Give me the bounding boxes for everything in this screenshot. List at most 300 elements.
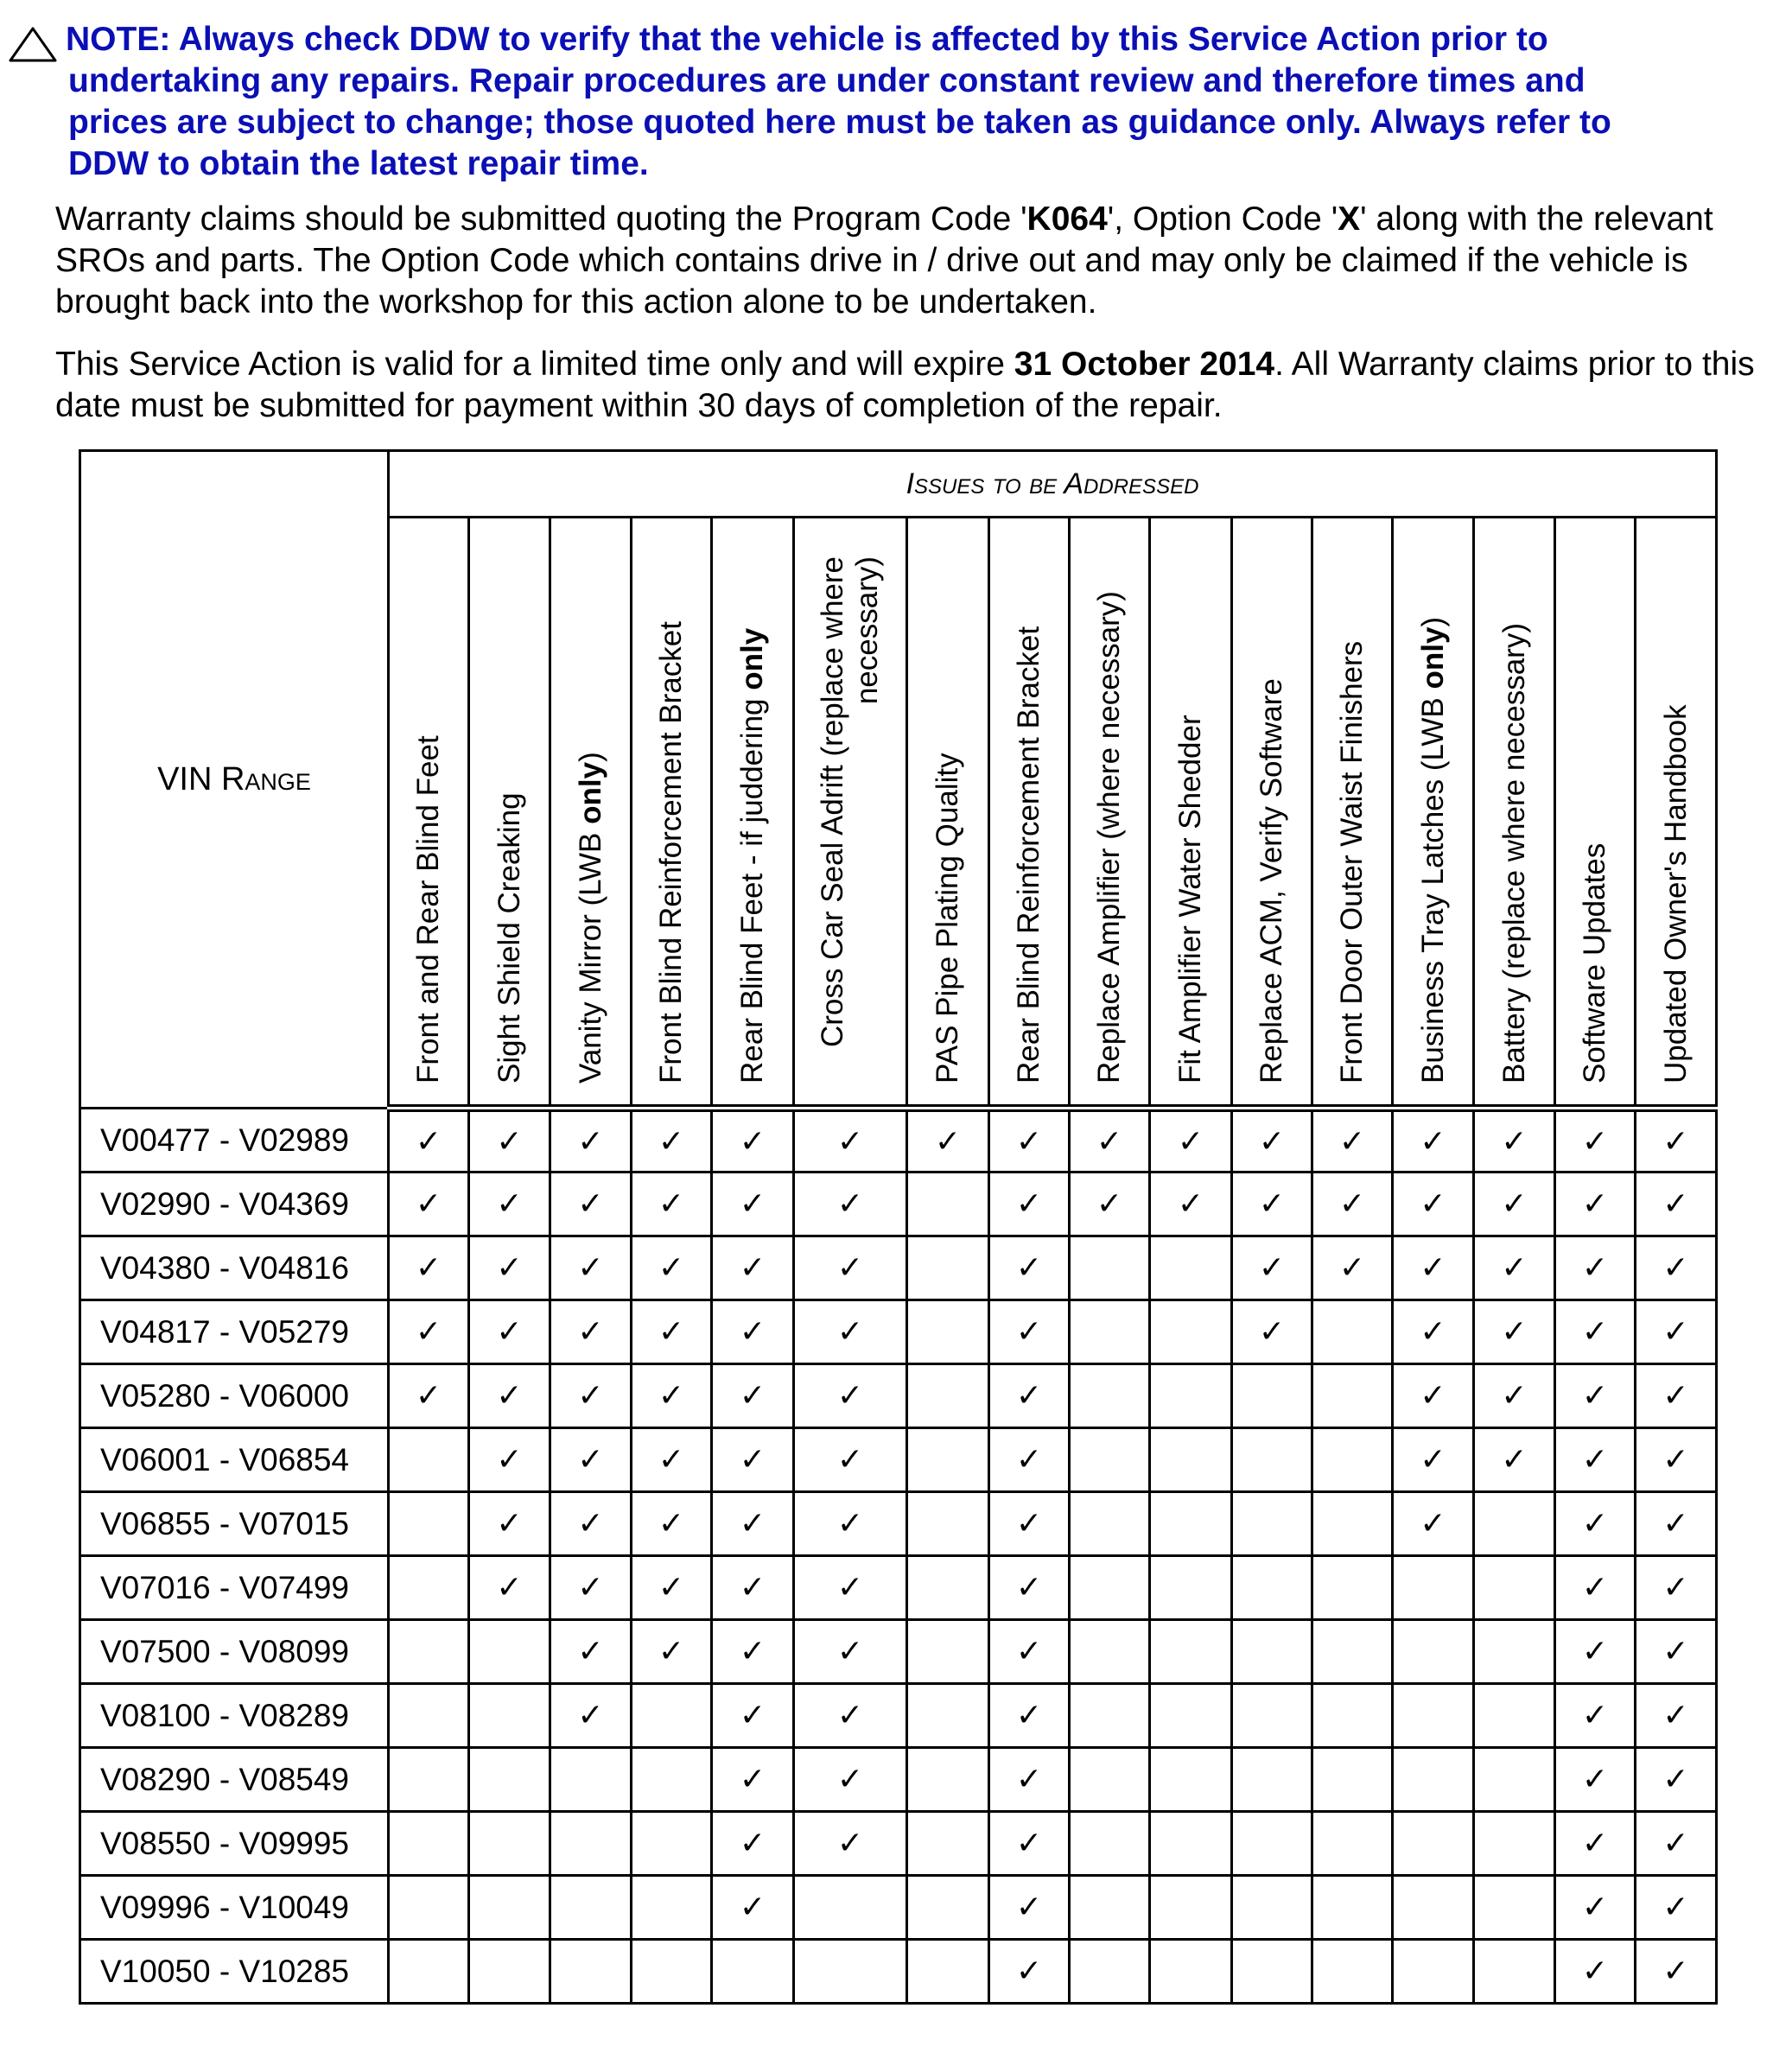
check-cell [469, 1492, 550, 1556]
program-code: K064 [1026, 200, 1108, 238]
check-cell [1150, 1748, 1232, 1812]
check-cell [794, 1172, 907, 1236]
checkmark-icon: ✓ [415, 1378, 442, 1414]
check-cell [1070, 1940, 1150, 2004]
note-text [66, 19, 1785, 185]
check-cell [469, 1109, 550, 1172]
check-cell [907, 1300, 989, 1364]
check-cell [550, 1556, 632, 1620]
label-text: PAS Pipe Plating Quality [931, 753, 964, 1084]
checkmark-icon: ✓ [1015, 1890, 1043, 1925]
check-cell [1636, 1620, 1717, 1684]
checkmark-icon: ✓ [577, 1570, 604, 1605]
vin-range-cell: V07016 - V07499 [80, 1556, 389, 1620]
checkmark-icon: ✓ [496, 1442, 523, 1478]
label-text: Cross Car Seal Adrift (replace where necessary) [816, 556, 884, 1047]
check-cell [1393, 1300, 1474, 1364]
check-cell [1474, 1684, 1555, 1748]
vin-range-cell: V02990 - V04369 [80, 1172, 389, 1236]
check-cell [1312, 1492, 1393, 1556]
checkmark-icon: ✓ [496, 1378, 523, 1414]
checkmark-icon: ✓ [1420, 1442, 1446, 1478]
vin-range-cell: V04817 - V05279 [80, 1300, 389, 1364]
checkmark-icon: ✓ [1662, 1506, 1689, 1541]
check-cell [1636, 1492, 1717, 1556]
check-cell [989, 1428, 1070, 1492]
check-cell [712, 1172, 794, 1236]
check-cell [1393, 1684, 1474, 1748]
column-header [1312, 518, 1393, 1109]
check-cell [1150, 1556, 1232, 1620]
check-cell [989, 1620, 1070, 1684]
check-cell [989, 1300, 1070, 1364]
checkmark-icon: ✓ [739, 1250, 766, 1286]
check-cell [1312, 1109, 1393, 1172]
check-cell [712, 1492, 794, 1556]
column-header [1474, 518, 1555, 1109]
checkmark-icon: ✓ [415, 1314, 442, 1350]
check-cell [1150, 1684, 1232, 1748]
vin-range-cell: V04380 - V04816 [80, 1236, 389, 1300]
check-cell [907, 1684, 989, 1748]
check-cell [989, 1940, 1070, 2004]
check-cell [989, 1556, 1070, 1620]
text-segment: ', Option Code ' [1107, 200, 1338, 238]
vin-range-cell: V08100 - V08289 [80, 1684, 389, 1748]
check-cell [712, 1876, 794, 1940]
check-cell [1232, 1748, 1312, 1812]
column-header [794, 518, 907, 1109]
check-cell [1232, 1812, 1312, 1876]
check-cell [989, 1492, 1070, 1556]
check-cell [1070, 1876, 1150, 1940]
table-row [80, 1492, 1717, 1556]
check-cell [1150, 1109, 1232, 1172]
column-header-label [492, 792, 527, 1084]
checkmark-icon: ✓ [577, 1442, 604, 1478]
checkmark-icon: ✓ [496, 1186, 523, 1222]
check-cell [389, 1620, 469, 1684]
check-cell [1636, 1556, 1717, 1620]
check-cell [632, 1876, 712, 1940]
check-cell [1474, 1492, 1555, 1556]
check-cell [389, 1876, 469, 1940]
checkmark-icon: ✓ [739, 1890, 766, 1925]
checkmark-icon: ✓ [658, 1250, 685, 1286]
checkmark-icon: ✓ [1501, 1250, 1528, 1286]
check-cell [389, 1940, 469, 2004]
checkmark-icon: ✓ [1420, 1506, 1446, 1541]
checkmark-icon: ✓ [1015, 1250, 1043, 1286]
checkmark-icon: ✓ [415, 1123, 442, 1160]
check-cell [712, 1748, 794, 1812]
expiry-date: 31 October 2014 [1014, 346, 1275, 383]
check-cell [1555, 1940, 1636, 2004]
checkmark-icon: ✓ [1581, 1442, 1609, 1478]
check-cell [794, 1556, 907, 1620]
check-cell [1636, 1300, 1717, 1364]
check-cell [1312, 1684, 1393, 1748]
label-text: Battery (replace where necessary) [1497, 623, 1531, 1084]
table-row [80, 1940, 1717, 2004]
check-cell [1636, 1172, 1717, 1236]
check-cell [1070, 1364, 1150, 1428]
label-text: Replace ACM, Verify Software [1255, 678, 1288, 1084]
vin-range-cell: V00477 - V02989 [80, 1109, 389, 1172]
checkmark-icon: ✓ [1581, 1890, 1609, 1925]
column-header [1636, 518, 1717, 1109]
checkmark-icon: ✓ [1662, 1634, 1689, 1669]
checkmark-icon: ✓ [577, 1250, 604, 1286]
check-cell [907, 1620, 989, 1684]
checkmark-icon: ✓ [658, 1378, 685, 1414]
checkmark-icon: ✓ [1258, 1186, 1286, 1222]
check-cell [1070, 1748, 1150, 1812]
check-cell [712, 1300, 794, 1364]
checkmark-icon: ✓ [577, 1634, 604, 1669]
check-cell [1232, 1940, 1312, 2004]
checkmark-icon: ✓ [1662, 1314, 1689, 1350]
checkmark-icon: ✓ [496, 1506, 523, 1541]
checkmark-icon: ✓ [1662, 1186, 1689, 1222]
column-header [712, 518, 794, 1109]
table-row [80, 1556, 1717, 1620]
check-cell [1232, 1300, 1312, 1364]
checkmark-icon: ✓ [1662, 1698, 1689, 1733]
table-row [80, 1236, 1717, 1300]
label-suffix: ) [1415, 616, 1450, 627]
label-text: Front Blind Reinforcement Bracket [654, 621, 688, 1084]
check-cell [1393, 1109, 1474, 1172]
checkmark-icon: ✓ [1662, 1442, 1689, 1478]
check-cell [794, 1812, 907, 1876]
checkmark-icon: ✓ [739, 1442, 766, 1478]
checkmark-icon: ✓ [658, 1506, 685, 1541]
checkmark-icon: ✓ [1662, 1954, 1689, 1989]
checkmark-icon: ✓ [1581, 1314, 1609, 1350]
check-cell [1232, 1556, 1312, 1620]
column-header [550, 518, 632, 1109]
checkmark-icon: ✓ [836, 1570, 864, 1605]
check-cell [469, 1620, 550, 1684]
checkmark-icon: ✓ [836, 1826, 864, 1861]
checkmark-icon: ✓ [1581, 1634, 1609, 1669]
checkmark-icon: ✓ [1581, 1570, 1609, 1605]
check-cell [632, 1492, 712, 1556]
checkmark-icon: ✓ [658, 1123, 685, 1160]
warranty-paragraph [55, 199, 1792, 323]
check-cell [1474, 1364, 1555, 1428]
check-cell [712, 1109, 794, 1172]
check-cell [1636, 1428, 1717, 1492]
checkmark-icon: ✓ [1581, 1698, 1609, 1733]
column-header-label [1659, 704, 1694, 1084]
check-cell [1070, 1620, 1150, 1684]
checkmark-icon: ✓ [836, 1442, 864, 1478]
check-cell [1393, 1428, 1474, 1492]
check-cell [1150, 1236, 1232, 1300]
checkmark-icon: ✓ [1015, 1762, 1043, 1797]
vin-range-cell: V08550 - V09995 [80, 1812, 389, 1876]
check-cell [632, 1300, 712, 1364]
check-cell [1312, 1300, 1393, 1364]
check-cell [794, 1236, 907, 1300]
column-header [989, 518, 1070, 1109]
check-cell [794, 1300, 907, 1364]
column-header-label [574, 752, 608, 1084]
vin-range-cell: V08290 - V08549 [80, 1748, 389, 1812]
check-cell [1150, 1876, 1232, 1940]
check-cell [1232, 1364, 1312, 1428]
checkmark-icon: ✓ [1338, 1186, 1366, 1222]
check-cell [1474, 1620, 1555, 1684]
table-row [80, 1300, 1717, 1364]
table-body [80, 1109, 1717, 2004]
check-cell [1393, 1748, 1474, 1812]
checkmark-icon: ✓ [1501, 1186, 1528, 1222]
check-cell [1636, 1109, 1717, 1172]
checkmark-icon: ✓ [1581, 1954, 1609, 1989]
table-row [80, 1684, 1717, 1748]
checkmark-icon: ✓ [1015, 1506, 1043, 1541]
label-text: Sight Shield Creaking [492, 792, 526, 1084]
check-cell [907, 1109, 989, 1172]
check-cell [1312, 1364, 1393, 1428]
check-cell [1312, 1812, 1393, 1876]
check-cell [1555, 1876, 1636, 1940]
checkmark-icon: ✓ [836, 1314, 864, 1350]
check-cell [1636, 1748, 1717, 1812]
text-segment: Warranty claims should be submitted quoting the Program Code ' [55, 200, 1027, 238]
check-cell [989, 1109, 1070, 1172]
check-cell [389, 1684, 469, 1748]
label-text: Software Updates [1578, 842, 1611, 1084]
vin-range-cell: V06855 - V07015 [80, 1492, 389, 1556]
checkmark-icon: ✓ [739, 1506, 766, 1541]
check-cell [632, 1620, 712, 1684]
text-segment: . All Warranty claims prior to this date must be submitted for payment within 30 days of completion of the repair. [55, 346, 1755, 424]
check-cell [1232, 1428, 1312, 1492]
label-emphasis: only [735, 627, 769, 690]
vin-range-header: VIN Range [80, 451, 389, 1109]
check-cell [712, 1812, 794, 1876]
check-cell [550, 1300, 632, 1364]
check-cell [1312, 1428, 1393, 1492]
check-cell [1393, 1236, 1474, 1300]
checkmark-icon: ✓ [836, 1186, 864, 1222]
check-cell [1070, 1556, 1150, 1620]
check-cell [1474, 1940, 1555, 2004]
checkmark-icon: ✓ [658, 1314, 685, 1350]
check-cell [1474, 1876, 1555, 1940]
vin-issues-table [79, 449, 1718, 2005]
checkmark-icon: ✓ [658, 1442, 685, 1478]
check-cell [469, 1812, 550, 1876]
table-row [80, 1876, 1717, 1940]
note-line: undertaking any repairs. Repair procedures are under constant review and therefore times and [68, 62, 1585, 99]
check-cell [1555, 1684, 1636, 1748]
checkmark-icon: ✓ [1420, 1314, 1446, 1350]
checkmark-icon: ✓ [1581, 1826, 1609, 1861]
checkmark-icon: ✓ [577, 1378, 604, 1414]
check-cell [1636, 1684, 1717, 1748]
checkmark-icon: ✓ [934, 1123, 962, 1160]
check-cell [550, 1428, 632, 1492]
check-cell [794, 1684, 907, 1748]
checkmark-icon: ✓ [577, 1506, 604, 1541]
label-suffix: ) [573, 752, 607, 762]
check-cell [1474, 1812, 1555, 1876]
checkmark-icon: ✓ [1662, 1250, 1689, 1286]
column-header [1555, 518, 1636, 1109]
check-cell [712, 1620, 794, 1684]
check-cell [632, 1556, 712, 1620]
checkmark-icon: ✓ [1581, 1250, 1609, 1286]
check-cell [550, 1812, 632, 1876]
issues-header: Issues to be Addressed [389, 451, 1717, 518]
checkmark-icon: ✓ [496, 1123, 523, 1160]
checkmark-icon: ✓ [1015, 1378, 1043, 1414]
label-emphasis: only [1415, 626, 1450, 690]
check-cell [550, 1620, 632, 1684]
checkmark-icon: ✓ [1015, 1954, 1043, 1989]
label-text: Rear Blind Feet - if juddering [735, 690, 769, 1084]
check-cell [1150, 1364, 1232, 1428]
check-cell [1070, 1300, 1150, 1364]
text-segment: ' along with the relevant SROs and parts. The Option Code which contains drive in / drive out and may only be claimed if the vehicle is brought back into the workshop for this action alone to be undertaken. [55, 200, 1713, 321]
check-cell [1232, 1492, 1312, 1556]
check-cell [550, 1876, 632, 1940]
checkmark-icon: ✓ [496, 1314, 523, 1350]
label-text: Rear Blind Reinforcement Bracket [1012, 626, 1045, 1084]
check-cell [1555, 1364, 1636, 1428]
check-cell [1393, 1364, 1474, 1428]
label-text: Front Door Outer Waist Finishers [1335, 640, 1369, 1084]
check-cell [712, 1940, 794, 2004]
check-cell [1312, 1556, 1393, 1620]
checkmark-icon: ✓ [1338, 1123, 1366, 1160]
check-cell [989, 1172, 1070, 1236]
column-header [1232, 518, 1312, 1109]
check-cell [1393, 1620, 1474, 1684]
checkmark-icon: ✓ [658, 1186, 685, 1222]
check-cell [469, 1876, 550, 1940]
vin-range-cell: V05280 - V06000 [80, 1364, 389, 1428]
checkmark-icon: ✓ [1662, 1762, 1689, 1797]
checkmark-icon: ✓ [739, 1570, 766, 1605]
check-cell [469, 1748, 550, 1812]
check-cell [469, 1428, 550, 1492]
check-cell [1150, 1492, 1232, 1556]
checkmark-icon: ✓ [1501, 1442, 1528, 1478]
check-cell [389, 1172, 469, 1236]
check-cell [469, 1684, 550, 1748]
checkmark-icon: ✓ [836, 1123, 864, 1160]
check-cell [1070, 1812, 1150, 1876]
check-cell [469, 1300, 550, 1364]
checkmark-icon: ✓ [739, 1378, 766, 1414]
check-cell [1150, 1300, 1232, 1364]
label-text: Vanity Mirror (LWB [573, 823, 607, 1084]
check-cell [550, 1492, 632, 1556]
check-cell [1070, 1428, 1150, 1492]
label-text: Fit Amplifier Water Shedder [1173, 715, 1207, 1084]
check-cell [794, 1620, 907, 1684]
check-cell [1150, 1172, 1232, 1236]
check-cell [1312, 1236, 1393, 1300]
checkmark-icon: ✓ [1015, 1698, 1043, 1733]
check-cell [469, 1556, 550, 1620]
check-cell [907, 1492, 989, 1556]
checkmark-icon: ✓ [1177, 1186, 1204, 1222]
checkmark-icon: ✓ [739, 1314, 766, 1350]
check-cell [632, 1812, 712, 1876]
check-cell [1070, 1172, 1150, 1236]
checkmark-icon: ✓ [1096, 1186, 1123, 1222]
check-cell [1312, 1620, 1393, 1684]
check-cell [550, 1684, 632, 1748]
checkmark-icon: ✓ [739, 1762, 766, 1797]
check-cell [389, 1428, 469, 1492]
check-cell [1393, 1876, 1474, 1940]
checkmark-icon: ✓ [1015, 1570, 1043, 1605]
check-cell [907, 1876, 989, 1940]
note-line: NOTE: Always check DDW to verify that the vehicle is affected by this Service Action prior to [66, 21, 1548, 58]
check-cell [794, 1109, 907, 1172]
check-cell [1393, 1492, 1474, 1556]
check-cell [389, 1364, 469, 1428]
check-cell [632, 1684, 712, 1748]
check-cell [794, 1428, 907, 1492]
check-cell [907, 1812, 989, 1876]
column-header-label [411, 735, 446, 1084]
option-code: X [1338, 200, 1361, 238]
checkmark-icon: ✓ [577, 1186, 604, 1222]
check-cell [469, 1940, 550, 2004]
checkmark-icon: ✓ [1581, 1762, 1609, 1797]
check-cell [989, 1684, 1070, 1748]
checkmark-icon: ✓ [1501, 1123, 1528, 1160]
checkmark-icon: ✓ [1662, 1826, 1689, 1861]
check-cell [712, 1236, 794, 1300]
check-cell [1636, 1812, 1717, 1876]
checkmark-icon: ✓ [1581, 1186, 1609, 1222]
check-cell [1232, 1620, 1312, 1684]
vin-range-cell: V07500 - V08099 [80, 1620, 389, 1684]
check-cell [1555, 1556, 1636, 1620]
note-line: prices are subject to change; those quoted here must be taken as guidance only. Always refer to [68, 104, 1611, 141]
checkmark-icon: ✓ [739, 1123, 766, 1160]
check-cell [1474, 1748, 1555, 1812]
checkmark-icon: ✓ [739, 1186, 766, 1222]
text-segment: This Service Action is valid for a limited time only and will expire [55, 346, 1014, 383]
check-cell [389, 1556, 469, 1620]
check-cell [1312, 1876, 1393, 1940]
checkmark-icon: ✓ [836, 1698, 864, 1733]
checkmark-icon: ✓ [739, 1826, 766, 1861]
checkmark-icon: ✓ [836, 1634, 864, 1669]
column-header [1393, 518, 1474, 1109]
check-cell [907, 1172, 989, 1236]
check-cell [550, 1172, 632, 1236]
column-header-label [1578, 843, 1612, 1084]
check-cell [1555, 1109, 1636, 1172]
check-cell [1393, 1812, 1474, 1876]
table-row [80, 1172, 1717, 1236]
checkmark-icon: ✓ [1338, 1250, 1366, 1286]
checkmark-icon: ✓ [1177, 1123, 1204, 1160]
vin-range-cell: V10050 - V10285 [80, 1940, 389, 2004]
